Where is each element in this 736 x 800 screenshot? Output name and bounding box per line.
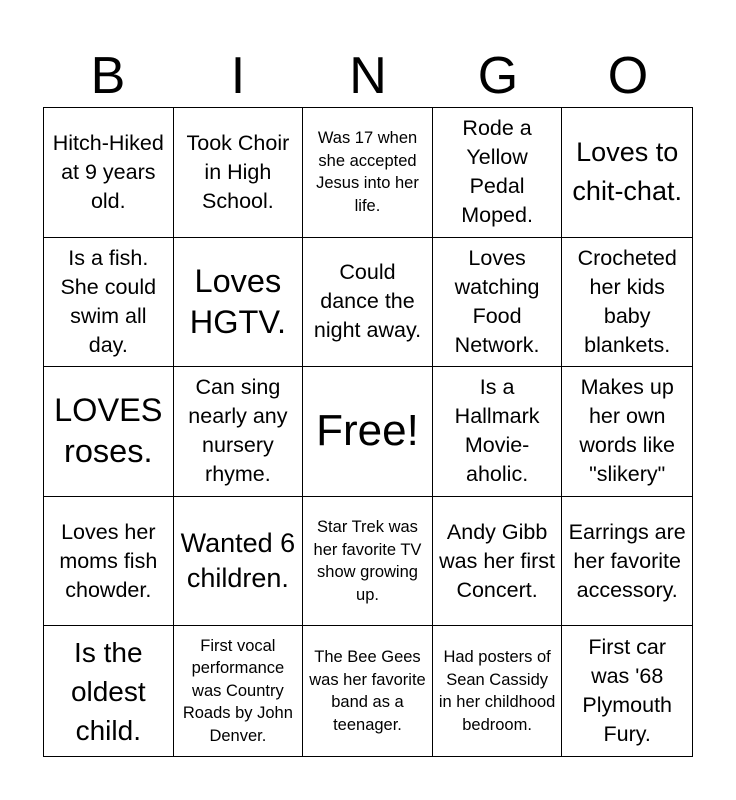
header-letter-g: G bbox=[477, 47, 519, 105]
bingo-cell-r1c4[interactable] bbox=[433, 108, 563, 238]
bingo-cell-r5c1[interactable] bbox=[44, 626, 174, 756]
cell-text: First vocal performance was Country Roads by John Denver. bbox=[182, 636, 293, 745]
bingo-cell-r4c1[interactable] bbox=[44, 497, 174, 627]
cell-text: Is a fish. She could swim all day. bbox=[60, 245, 157, 357]
bingo-cell-r3c2[interactable] bbox=[174, 367, 304, 497]
cell-text: Is a Hallmark Movie-aholic. bbox=[454, 375, 540, 487]
bingo-cell-r1c1[interactable] bbox=[44, 108, 174, 238]
bingo-cell-r3c5[interactable] bbox=[562, 367, 692, 497]
bingo-cell-r1c5[interactable] bbox=[562, 108, 692, 238]
cell-text: Crocheted her kids baby blankets. bbox=[577, 245, 677, 357]
cell-text: Andy Gibb was her first Concert. bbox=[439, 519, 556, 602]
header-letter-n: N bbox=[349, 47, 387, 105]
bingo-cell-r5c2[interactable] bbox=[174, 626, 304, 756]
bingo-cell-r5c4[interactable] bbox=[433, 626, 563, 756]
header-letter-i: I bbox=[230, 47, 246, 105]
cell-text: Took Choir in High School. bbox=[186, 130, 290, 213]
bingo-cell-r5c5[interactable] bbox=[562, 626, 692, 756]
bingo-cell-r1c3[interactable] bbox=[303, 108, 433, 238]
cell-text: Star Trek was her favorite TV show growing up. bbox=[313, 518, 422, 604]
bingo-header bbox=[43, 44, 693, 108]
cell-text: Loves watching Food Network. bbox=[454, 245, 540, 357]
cell-text: Hitch-Hiked at 9 years old. bbox=[52, 130, 164, 213]
bingo-cell-r2c4[interactable] bbox=[433, 238, 563, 368]
cell-text: Was 17 when she accepted Jesus into her life. bbox=[316, 129, 419, 215]
bingo-cell-r3c1[interactable] bbox=[44, 367, 174, 497]
bingo-cell-r2c2[interactable] bbox=[174, 238, 304, 368]
cell-text: Rode a Yellow Pedal Moped. bbox=[461, 116, 533, 228]
cell-text: The Bee Gees was her favorite band as a teenager. bbox=[309, 648, 426, 734]
cell-text: Is the oldest child. bbox=[70, 636, 146, 746]
bingo-cell-r3c4[interactable] bbox=[433, 367, 563, 497]
header-letter-b: B bbox=[90, 47, 126, 105]
cell-text: Could dance the night away. bbox=[313, 260, 422, 343]
bingo-cell-r4c4[interactable] bbox=[433, 497, 563, 627]
bingo-cell-free[interactable] bbox=[303, 367, 433, 497]
cell-text: Loves HGTV. bbox=[189, 262, 287, 340]
cell-text: Can sing nearly any nursery rhyme. bbox=[188, 375, 288, 487]
cell-text: Makes up her own words like "slikery" bbox=[579, 375, 675, 487]
cell-text: Loves to chit-chat. bbox=[572, 137, 682, 207]
header-letter-o: O bbox=[607, 47, 649, 105]
bingo-cell-r2c3[interactable] bbox=[303, 238, 433, 368]
bingo-cell-r4c3[interactable] bbox=[303, 497, 433, 627]
cell-text: Wanted 6 children. bbox=[180, 528, 296, 594]
bingo-cell-r2c1[interactable] bbox=[44, 238, 174, 368]
cell-text: LOVES roses. bbox=[54, 392, 163, 470]
cell-text: Earrings are her favorite accessory. bbox=[568, 519, 686, 602]
free-space-text: Free! bbox=[316, 406, 419, 456]
bingo-cell-r4c5[interactable] bbox=[562, 497, 692, 627]
cell-text: Had posters of Sean Cassidy in her childhood bedroom. bbox=[438, 648, 556, 734]
cell-text: Loves her moms fish chowder. bbox=[59, 519, 158, 602]
bingo-cell-r1c2[interactable] bbox=[174, 108, 304, 238]
bingo-cell-r5c3[interactable] bbox=[303, 626, 433, 756]
bingo-board bbox=[43, 107, 693, 757]
cell-text: First car was '68 Plymouth Fury. bbox=[582, 635, 672, 747]
bingo-cell-r2c5[interactable] bbox=[562, 238, 692, 368]
bingo-cell-r4c2[interactable] bbox=[174, 497, 304, 627]
